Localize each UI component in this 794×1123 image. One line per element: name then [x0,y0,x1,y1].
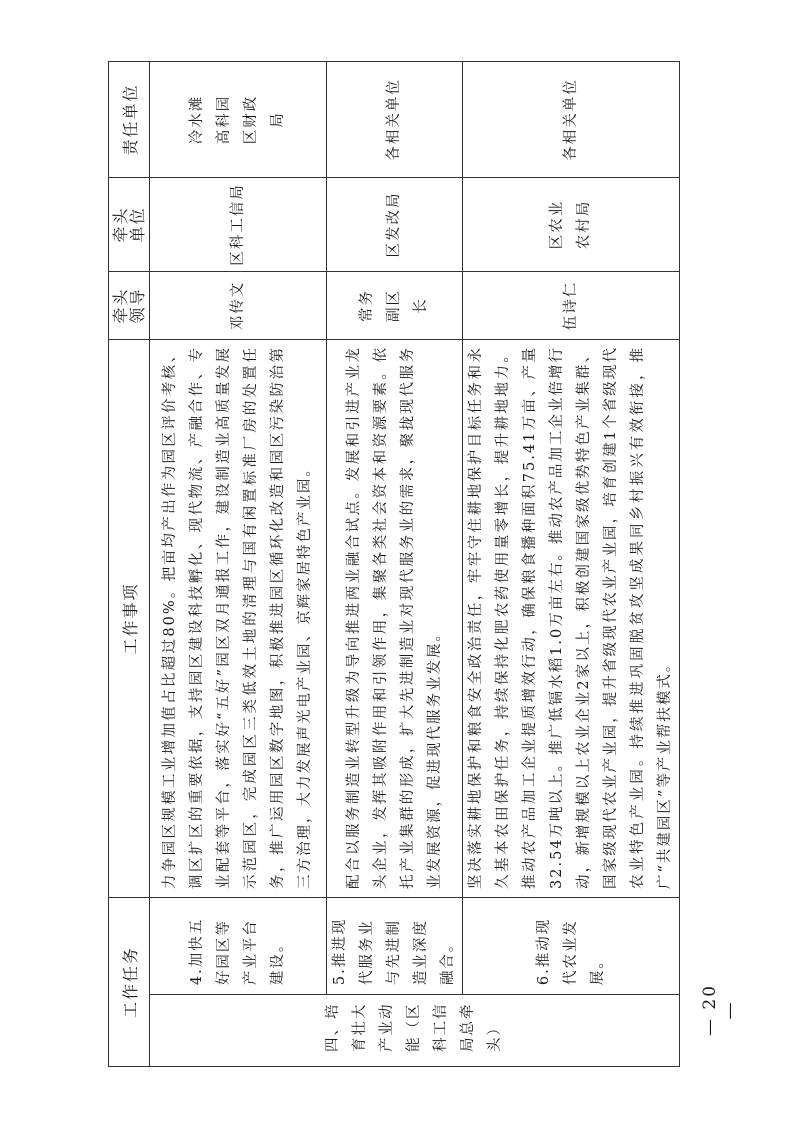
table-row [150,61,327,1066]
items-cell: 坚决落实耕地保护和粮食安全政治责任，牢牢守住耕地保护目标任务和永久基本农田保护任务，持续保持化肥农药使用量零增长，提升耕地地力。推动农产品加工企业提质增效行动，确保粮食播种面积75.41万亩、产量32.54万吨以上。推广低镉水稻1.0万亩左右。推动农产品加工企业倍增行动，新增规模以上农业企业2家以上，积极创建国家级优势特色产业集群、国家级现代农业产业园，提升省级现代农业产业园，培育创建1个省级现代农业特色产业园。持续推进巩固脱贫攻坚成果同乡村振兴有效衔接，推广“共建园区”等产业帮扶模式。 [463,339,680,897]
header-items: 工作事项 [109,339,150,897]
table-header-row [109,61,150,1066]
table-row [327,61,463,1066]
header-lead-unit: 牵头单位 [109,177,150,271]
lead-unit-cell: 区农业农村局 [463,177,680,271]
lead-unit-cell: 区科工信局 [150,177,327,271]
lead-leader-cell: 邓传文 [150,271,327,339]
task-cell: 4.加快五好园区等产业平台建设。 [150,897,327,994]
resp-unit-cell: 各相关单位 [327,61,463,177]
page-number: — 20 — [700,983,740,1037]
resp-unit-cell: 各相关单位 [463,61,680,177]
work-task-table [108,61,680,1067]
resp-unit-cell: 冷水滩高科园区财政局 [150,61,327,177]
task-cell: 5.推进现代服务业与先进制造业深度融合。 [327,897,463,994]
items-cell: 力争园区规模工业增加值占比超过80%。把亩均产出作为园区评价考核、调区扩区的重要依据，支持园区建设科技孵化、现代物流、产融合作、专业配套等平台，落实好“五好”园区双月通报工作，建设制造业高质量发展示范园区，完成园区三类低效土地的清理与国有闲置标准厂房的处置任务，推广运用园区数字地图，积极推进园区循环化改造和园区污染防治第三方治理，大力发展声光电产业园、京辉家居特色产业园。 [150,339,327,897]
header-resp-unit: 责任单位 [109,61,150,177]
lead-leader-cell: 伍诗仁 [463,271,680,339]
lead-unit-cell: 区发改局 [327,177,463,271]
lead-leader-cell: 常务副区长 [327,271,463,339]
header-task: 工作任务 [109,897,150,1066]
category-cell: 四、培育壮大产业动能（区科工信局总牵头） [150,995,680,1067]
task-cell: 6.推动现代农业发展。 [463,897,680,994]
table-row [463,61,680,1066]
header-lead-leader: 牵头领导 [109,271,150,339]
items-cell: 配合以服务制造业转型升级为导向推进两业融合试点。发展和引进产业龙头企业，发挥其吸附作用和引领作用，集聚各类社会资本和资源要素。依托产业集群的形成，扩大先进制造业对现代服务业的需求，聚拢现代服务业发展资源，促进现代服务业发展。 [327,339,463,897]
rotated-table-container [108,62,673,1067]
